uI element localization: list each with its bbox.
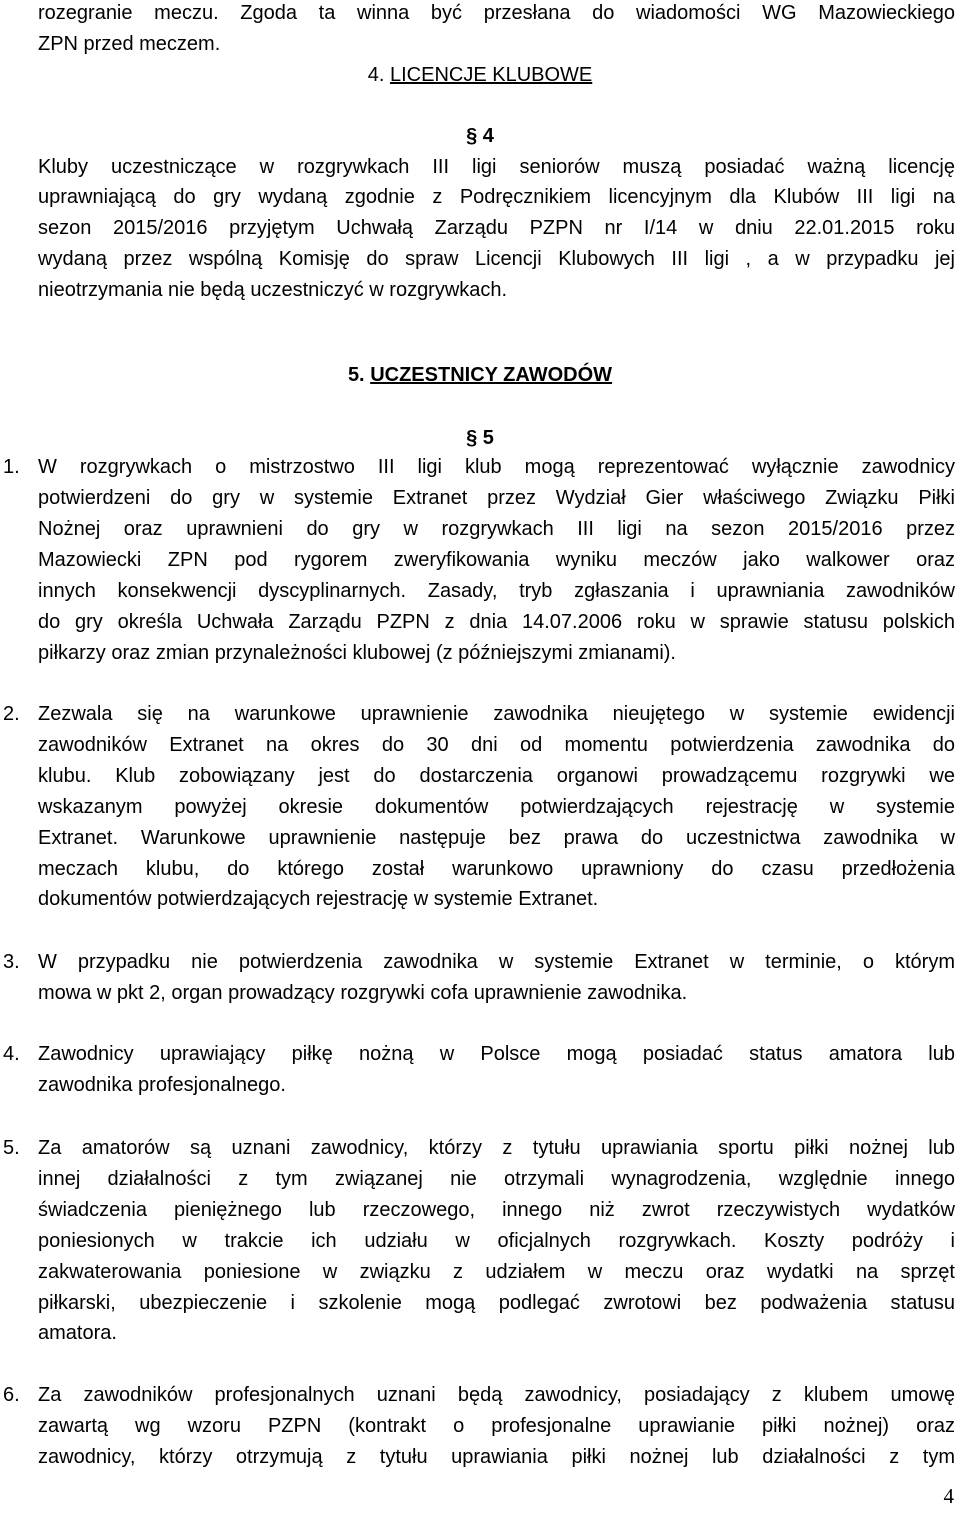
heading-text: LICENCJE KLUBOWE xyxy=(389,64,593,86)
item-3-line: W przypadku nie potwierdzenia zawodnika w systemie Extranet w terminie, o którym xyxy=(38,951,955,973)
intro-line: rozegranie meczu. Zgoda ta winna być przesłana do wiadomości WG Mazowieckiego xyxy=(38,2,955,24)
item-5-line: piłkarski, ubezpieczenie i szkolenie mogą podlegać zwrotowi bez podważenia statusu xyxy=(38,1292,955,1314)
section-5-paragraph-mark: § 5 xyxy=(466,427,494,449)
item-5-line: zakwaterowania poniesione w związku z udziałem w meczu oraz wydatki na sprzęt xyxy=(38,1261,955,1283)
item-2-line: Zezwala się na warunkowe uprawnienie zawodnika nieujętego w systemie ewidencji xyxy=(38,703,955,725)
item-2-line: klubu. Klub zobowiązany jest do dostarczenia organowi prowadzącemu rozgrywki we xyxy=(38,765,955,787)
item-5-line: amatora. xyxy=(38,1322,117,1344)
item-number: 6. xyxy=(3,1384,20,1406)
item-1-line: W rozgrywkach o mistrzostwo III ligi klub mogą reprezentować wyłącznie zawodnicy xyxy=(38,456,955,478)
section-4-line: uprawniającą do gry wydaną zgodnie z Podręcznikiem licencyjnym dla Klubów III ligi na xyxy=(38,186,955,208)
item-5-line: Za amatorów są uznani zawodnicy, którzy z tytułu uprawiania sportu piłki nożnej lub xyxy=(38,1137,955,1159)
item-6-line: Za zawodników profesjonalnych uznani będą zawodnicy, posiadający z klubem umowę xyxy=(38,1384,955,1406)
item-5-line: innej działalności z tym związanej nie otrzymali wynagrodzenia, względnie innego xyxy=(38,1168,955,1190)
heading-number: 5. xyxy=(347,364,371,386)
item-number: 1. xyxy=(3,456,20,478)
item-number: 3. xyxy=(3,951,20,973)
section-4-line: Kluby uczestniczące w rozgrywkach III ligi seniorów muszą posiadać ważną licencję xyxy=(38,156,955,178)
heading-text: UCZESTNICY ZAWODÓW xyxy=(370,364,613,386)
section-5-heading xyxy=(0,363,960,387)
heading-number: 4. xyxy=(367,64,390,86)
item-4-line: zawodnika profesjonalnego. xyxy=(38,1074,286,1096)
item-number: 5. xyxy=(3,1137,20,1159)
item-1-line: potwierdzeni do gry w systemie Extranet przez Wydział Gier właściwego Związku Piłki xyxy=(38,487,955,509)
item-2-line: zawodników Extranet na okres do 30 dni od momentu potwierdzenia zawodnika do xyxy=(38,734,955,756)
item-3-line: mowa w pkt 2, organ prowadzący rozgrywki cofa uprawnienie zawodnika. xyxy=(38,982,688,1004)
item-2-line: meczach klubu, do którego został warunkowo uprawniony do czasu przedłożenia xyxy=(38,858,955,880)
section-4-line: nieotrzymania nie będą uczestniczyć w rozgrywkach. xyxy=(38,279,508,301)
item-1-line: piłkarzy oraz zmian przynależności klubowej (z późniejszymi zmianami). xyxy=(38,642,676,664)
item-4-line: Zawodnicy uprawiający piłkę nożną w Polsce mogą posiadać status amatora lub xyxy=(38,1043,955,1065)
section-4-line: sezon 2015/2016 przyjętym Uchwałą Zarządu PZPN nr I/14 w dniu 22.01.2015 roku xyxy=(38,217,955,239)
item-number: 4. xyxy=(3,1043,20,1065)
item-1-line: do gry określa Uchwała Zarządu PZPN z dnia 14.07.2006 roku w sprawie statusu polskich xyxy=(38,611,955,633)
intro-line: ZPN przed meczem. xyxy=(38,33,221,55)
item-5-line: świadczenia pieniężnego lub rzeczowego, innego niż zwrot rzeczywistych wydatków xyxy=(38,1199,955,1221)
item-1-line: innych konsekwencji dyscyplinarnych. Zasady, tryb zgłaszania i uprawniania zawodników xyxy=(38,580,955,602)
page-number: 4 xyxy=(943,1484,954,1508)
section-4-line: wydaną przez wspólną Komisję do spraw Licencji Klubowych III ligi , a w przypadku jej xyxy=(38,248,955,270)
item-5-line: poniesionych w trakcie ich udziału w oficjalnych rozgrywkach. Koszty podróży i xyxy=(38,1230,955,1252)
section-4-paragraph-mark: § 4 xyxy=(466,125,494,147)
item-6-line: zawodnicy, którzy otrzymują z tytułu uprawiania piłki nożnej lub działalności z tym xyxy=(38,1446,955,1468)
item-1-line: Mazowiecki ZPN pod rygorem zweryfikowania wyniku meczów jako walkower oraz xyxy=(38,549,955,571)
item-2-line: wskazanym powyżej okresie dokumentów potwierdzających rejestrację w systemie xyxy=(38,796,955,818)
item-2-line: Extranet. Warunkowe uprawnienie następuje bez prawa do uczestnictwa zawodnika w xyxy=(38,827,955,849)
section-4-heading xyxy=(0,63,960,87)
item-number: 2. xyxy=(3,703,20,725)
item-6-line: zawartą wg wzoru PZPN (kontrakt o profesjonalne uprawianie piłki nożnej) oraz xyxy=(38,1415,955,1437)
item-1-line: Nożnej oraz uprawnieni do gry w rozgrywkach III ligi na sezon 2015/2016 przez xyxy=(38,518,955,540)
item-2-line: dokumentów potwierdzających rejestrację w systemie Extranet. xyxy=(38,888,599,910)
